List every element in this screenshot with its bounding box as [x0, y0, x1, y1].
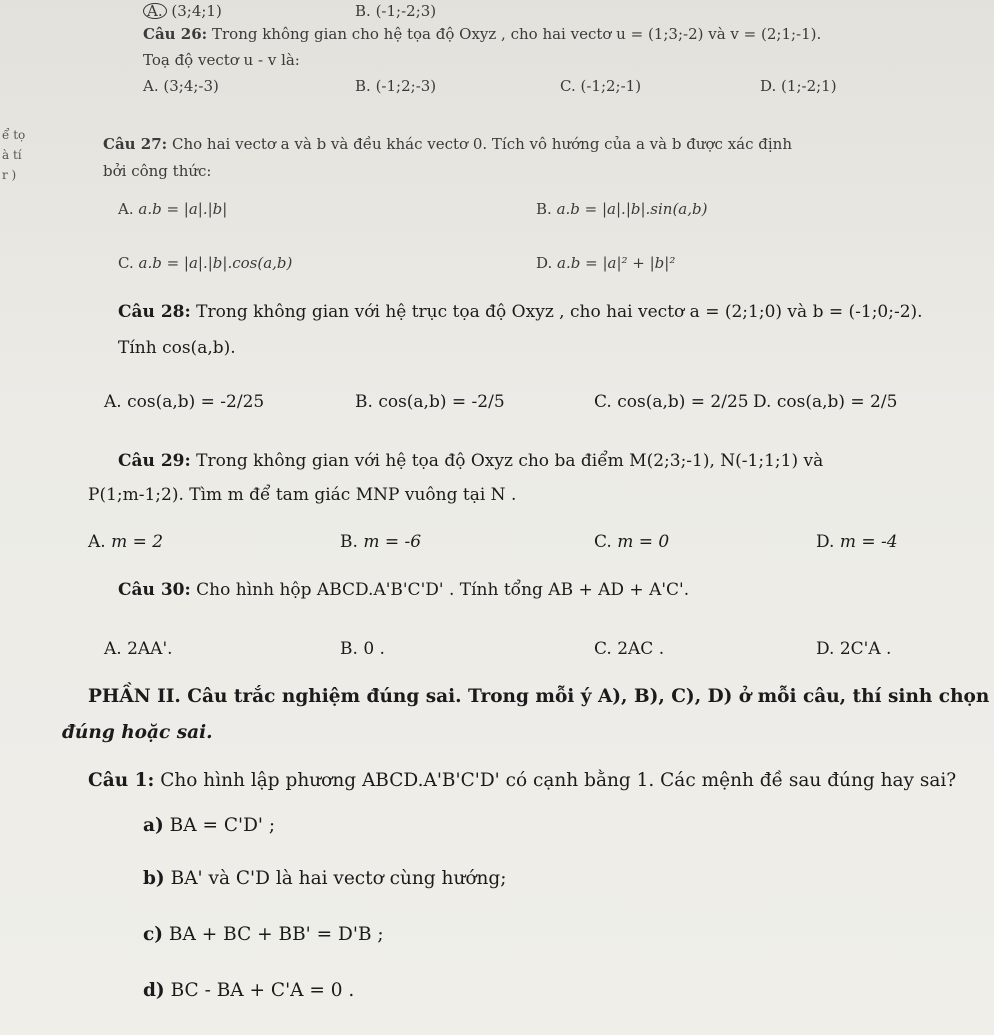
q30-option-a: A. 2AA'. — [104, 639, 173, 659]
q27-option-a: A. a.b = |a|.|b| — [118, 200, 228, 218]
q27-stem: Câu 27: Cho hai vectơ a và b và đều khác vectơ 0. Tích vô hướng của a và b được xác định — [103, 135, 792, 153]
q26-option-d: D. (1;-2;1) — [760, 77, 837, 95]
q30-stem: Câu 30: Cho hình hộp ABCD.A'B'C'D' . Tính tổng AB + AD + A'C'. — [118, 580, 690, 600]
q26-stem: Câu 26: Trong không gian cho hệ tọa độ Oxyz , cho hai vectơ u = (1;3;-2) và v = (2;1;-1). — [143, 25, 822, 43]
q28-option-d: D. cos(a,b) = 2/5 — [753, 392, 898, 412]
q28-option-c: C. cos(a,b) = 2/25 — [594, 392, 749, 412]
q28-option-a: A. cos(a,b) = -2/25 — [104, 392, 265, 412]
part2-heading-2: đúng hoặc sai. — [62, 722, 213, 743]
part2-heading: PHẦN II. Câu trắc nghiệm đúng sai. Trong mỗi ý A), B), C), D) ở mỗi câu, thí sinh chọn — [88, 686, 990, 707]
q26-option-a: A. (3;4;-3) — [143, 77, 219, 95]
q26-option-b: B. (-1;2;-3) — [355, 77, 437, 95]
margin-note: ể tọ — [2, 128, 26, 142]
c1-item-d: d) BC - BA + C'A = 0 . — [143, 980, 355, 1001]
q27-option-d: D. a.b = |a|² + |b|² — [536, 254, 676, 272]
q26-option-c: C. (-1;2;-1) — [560, 77, 642, 95]
q28-stem: Câu 28: Trong không gian với hệ trục tọa độ Oxyz , cho hai vectơ a = (2;1;0) và b = (-1;0;-2). — [118, 302, 923, 322]
q25-option-b: B. (-1;-2;3) — [355, 2, 437, 20]
q28-option-b: B. cos(a,b) = -2/5 — [355, 392, 505, 412]
q29-option-b: B. m = -6 — [340, 532, 422, 552]
q29-stem-2: P(1;m-1;2). Tìm m để tam giác MNP vuông tại N . — [88, 485, 517, 505]
q29-stem: Câu 29: Trong không gian với hệ tọa độ Oxyz cho ba điểm M(2;3;-1), N(-1;1;1) và — [118, 451, 824, 471]
margin-note: à tí — [2, 148, 22, 162]
q25-option-a: A. (3;4;1) — [143, 2, 222, 20]
q30-option-d: D. 2C'A . — [816, 639, 892, 659]
q28-stem-2: Tính cos(a,b). — [118, 338, 236, 358]
q26-stem-2: Toạ độ vectơ u - v là: — [143, 51, 300, 69]
q30-option-b: B. 0 . — [340, 639, 385, 659]
q29-option-d: D. m = -4 — [816, 532, 898, 552]
q27-stem-2: bởi công thức: — [103, 162, 212, 180]
q29-option-c: C. m = 0 — [594, 532, 670, 552]
c1-item-a: a) BA = C'D' ; — [143, 815, 276, 836]
c1-item-c: c) BA + BC + BB' = D'B ; — [143, 924, 384, 945]
c1-item-b: b) BA' và C'D là hai vectơ cùng hướng; — [143, 868, 507, 889]
q29-option-a: A. m = 2 — [88, 532, 164, 552]
c1-stem: Câu 1: Cho hình lập phương ABCD.A'B'C'D' có cạnh bằng 1. Các mệnh đề sau đúng hay sai? — [88, 770, 957, 791]
q30-option-c: C. 2AC . — [594, 639, 665, 659]
margin-note: r ) — [2, 168, 17, 182]
q27-option-c: C. a.b = |a|.|b|.cos(a,b) — [118, 254, 293, 272]
q27-option-b: B. a.b = |a|.|b|.sin(a,b) — [536, 200, 708, 218]
